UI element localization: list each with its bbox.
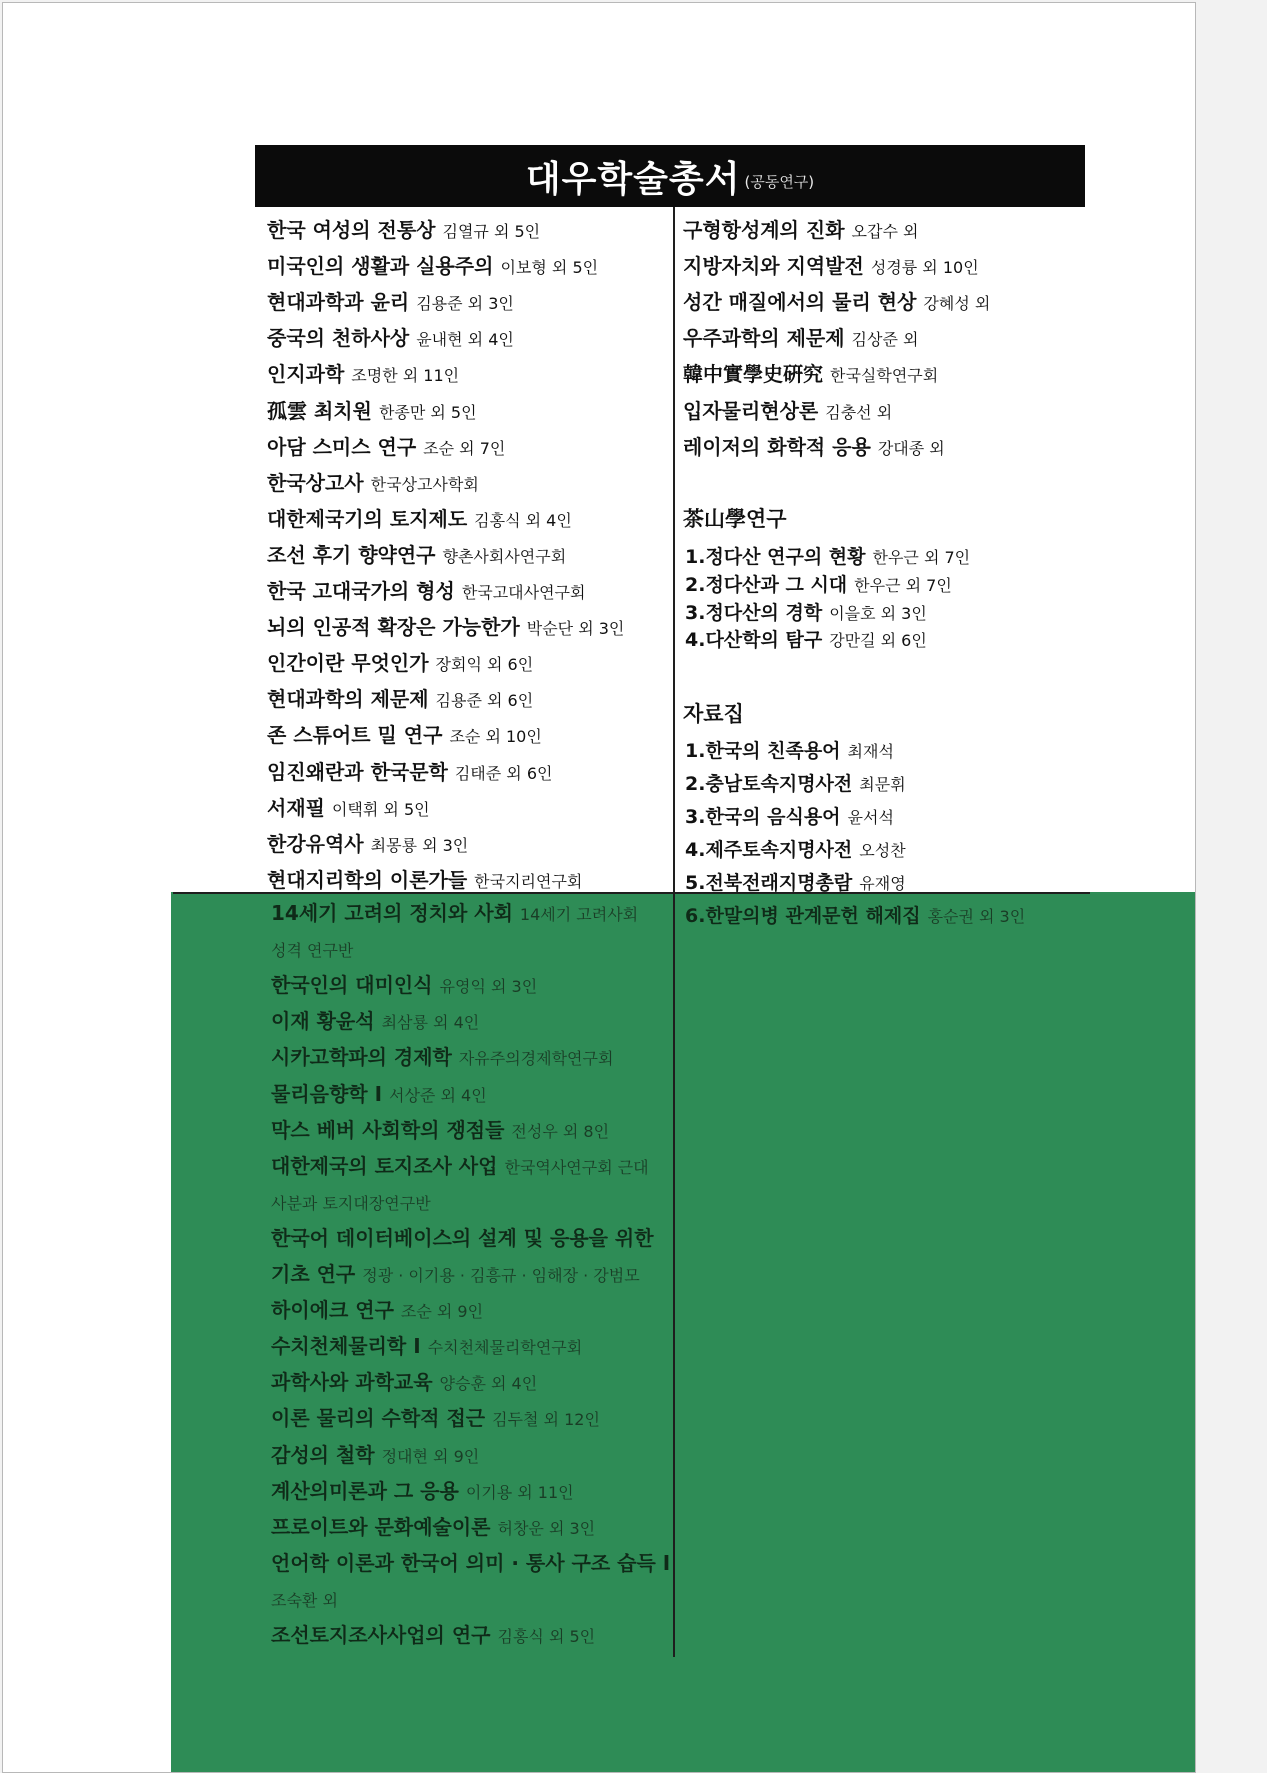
book-author: 서상준 외 4인 [389,1085,487,1105]
book-title: 孤雲 최치원 [267,398,372,423]
book-entry [267,723,542,749]
book-entry [685,628,927,653]
book-title: 현대과학과 윤리 [267,290,410,315]
book-title: 14세기 고려의 정치와 사회 [271,901,513,925]
book-entry [685,871,906,896]
book-author: 오갑수 외 [851,222,919,241]
book-author: 이보형 외 5인 [500,258,599,278]
book-entry [267,471,479,497]
book-author: 정대현 외 9인 [381,1446,480,1466]
book-author: 김홍식 외 5인 [497,1627,596,1646]
book-author: 이을호 외 3인 [829,603,927,623]
book-entry [271,1623,595,1649]
book-author: 이택휘 외 5인 [331,799,430,819]
book-author: 박순단 외 3인 [526,619,625,639]
book-author: 김홍식 외 4인 [474,510,572,530]
book-author: 한우근 외 7인 [872,548,971,567]
page [2,2,1196,1773]
book-entry [271,901,638,927]
book-author: 성격 연구반 [271,941,354,961]
book-entry [267,796,430,822]
book-title: 조선 후기 향약연구 [267,542,436,567]
book-entry [271,1587,338,1613]
book-entry [267,435,505,461]
book-title: 레이저의 화학적 응용 [683,434,871,459]
book-entry [683,362,938,388]
book-author: 윤내현 외 4인 [416,330,514,350]
book-title: 중국의 천하사상 [267,326,410,351]
book-entry [683,254,979,280]
book-entry [271,1009,479,1035]
book-author: 한국고대사연구회 [461,583,586,602]
book-author: 강만길 외 6인 [829,631,927,651]
book-entry [271,1118,609,1144]
book-entry [267,254,598,280]
book-entry [267,290,514,316]
book-author: 홍순권 외 3인 [927,907,1026,926]
book-title: 감성의 철학 [271,1442,375,1467]
book-author: 한국실학연구회 [830,366,939,386]
book-title: 시카고학파의 경제학 [271,1045,452,1070]
book-entry [271,1262,640,1288]
book-author: 조숙환 외 [271,1590,338,1610]
book-title: 1.정다산 연구의 현황 [685,546,866,568]
book-title: 미국인의 생활과 실용주의 [267,254,494,279]
book-title: 2.정다산과 그 시대 [685,573,848,596]
series-title: 대우학술총서 [525,158,741,200]
book-entry [267,868,582,894]
book-author: 최문휘 [859,775,906,794]
sources-heading: 자료집 [683,702,744,726]
book-entry [267,326,514,352]
book-title: 수치천체물리학 I [271,1334,421,1359]
book-entry [271,1334,582,1360]
book-author: 양승훈 외 4인 [439,1374,538,1394]
book-author: 강대종 외 [877,438,945,458]
book-author: 한국상고사학회 [370,474,479,494]
book-title: 현대과학의 제문제 [267,687,429,712]
book-author: 장회익 외 6인 [435,655,534,675]
book-author: 김용준 외 3인 [416,294,514,314]
book-title: 2.충남토속지명사전 [685,773,853,795]
book-title: 조선토지조사사업의 연구 [271,1623,491,1647]
book-title: 존 스튜어트 밀 연구 [267,723,443,748]
series-subtitle: (공동연구) [744,172,815,191]
book-title: 임진왜란과 한국문학 [267,759,448,784]
book-entry [267,579,585,605]
book-title: 프로이트와 문화예술이론 [271,1514,491,1539]
book-title: 물리음향학 I [271,1081,383,1106]
series-header [255,145,1085,207]
book-entry [685,601,927,626]
book-author: 김열규 외 5인 [442,222,541,241]
book-title: 한국상고사 [267,470,364,495]
book-title: 이재 황윤석 [271,1009,375,1034]
book-entry [271,1298,483,1324]
book-title: 한강유역사 [267,831,364,856]
book-entry [685,739,894,764]
book-entry [685,573,952,598]
book-entry [267,832,468,858]
book-author: 14세기 고려사회 [519,905,639,924]
book-author: 김용준 외 6인 [435,691,534,711]
book-entry [271,1406,600,1432]
book-author: 정광 · 이기용 · 김흥규 · 임해장 · 강범모 [362,1266,640,1285]
book-entry [685,838,906,863]
book-title: 우주과학의 제문제 [683,326,845,351]
book-author: 김충선 외 [825,402,893,422]
book-title: 이론 물리의 수학적 접근 [271,1406,486,1431]
book-title: 한국어 데이터베이스의 설계 및 응용을 위한 [271,1225,654,1250]
book-author: 한국지리연구회 [474,871,583,891]
book-author: 한종만 외 5인 [378,402,477,422]
book-title: 한국 고대국가의 형성 [267,579,455,603]
book-title: 한국인의 대미인식 [271,973,433,998]
dasan-heading: 茶山學연구 [683,507,787,531]
book-entry [271,1443,479,1469]
book-entry [267,760,552,786]
book-entry [683,290,990,316]
book-author: 자유주의경제학연구회 [458,1049,614,1069]
book-entry [271,1190,431,1216]
book-title: 성간 매질에서의 물리 현상 [683,290,917,315]
book-entry [683,326,918,352]
book-author: 사분과 토지대장연구반 [271,1193,431,1213]
book-author: 강혜성 외 [923,294,991,314]
book-title: 과학사와 과학교육 [271,1370,433,1395]
book-entry [271,1551,677,1577]
book-title: 인지과학 [267,362,345,387]
book-author: 허창운 외 3인 [497,1518,596,1538]
book-entry [271,1082,487,1108]
book-entry [683,399,892,425]
book-entry [271,1226,661,1252]
book-title: 6.한말의병 관계문헌 해제집 [685,905,921,927]
book-entry [685,805,894,830]
book-title: 지방자치와 지역발전 [683,254,864,279]
book-author: 한국역사연구회 근대 [504,1157,649,1177]
book-title: 인간이란 무엇인가 [267,651,429,676]
book-entry [267,362,459,388]
book-title: 3.정다산의 경학 [685,601,823,624]
book-author: 향촌사회사연구회 [442,546,567,566]
book-title: 뇌의 인공적 확장은 가능한가 [267,615,520,640]
book-title: 입자물리현상론 [683,398,819,423]
book-author: 최몽룡 외 3인 [370,835,469,855]
book-author: 조순 외 10인 [449,727,542,747]
book-title: 구형항성계의 진화 [683,218,845,242]
book-entry [267,651,533,677]
book-entry [271,1370,537,1396]
book-author: 조명한 외 11인 [351,366,460,386]
book-title: 4.다산학의 탐구 [685,629,823,652]
book-entry [683,218,918,244]
book-author: 김상준 외 [851,330,919,350]
book-title: 1.한국의 친족용어 [685,740,841,762]
book-title: 서재필 [267,795,325,820]
book-title: 한국 여성의 전통상 [267,218,436,242]
book-entry [267,507,572,533]
book-entry [271,973,537,999]
column-divider [673,207,675,1657]
book-author: 이기용 외 11인 [465,1482,574,1502]
book-entry [685,904,1025,929]
book-entry [267,615,624,641]
book-author: 전성우 외 8인 [511,1121,610,1141]
book-entry [267,543,566,569]
book-author: 최삼룡 외 4인 [381,1013,480,1033]
book-title: 3.한국의 음식용어 [685,806,841,828]
book-title: 5.전북전래지명총람 [685,872,853,894]
book-author: 조순 외 7인 [423,438,506,458]
book-author: 오성찬 [859,841,906,860]
book-author: 조순 외 9인 [400,1302,484,1322]
book-title: 기초 연구 [271,1262,356,1286]
book-title: 현대지리학의 이론가들 [267,867,468,892]
book-author: 김태준 외 6인 [454,763,553,783]
book-entry [685,772,906,797]
book-title: 대한제국기의 토지제도 [267,506,468,531]
book-title: 계산의미론과 그 응용 [271,1478,459,1503]
book-entry [271,1045,613,1071]
book-title: 대한제국의 토지조사 사업 [271,1153,498,1178]
book-author: 성경륭 외 10인 [870,258,979,278]
book-author: 유재영 [859,874,906,893]
book-title: 아담 스미스 연구 [267,434,417,459]
book-entry [271,1154,649,1180]
book-entry [683,435,945,461]
book-title: 韓中實學史硏究 [683,362,823,387]
book-title: 하이에크 연구 [271,1298,394,1323]
book-entry [271,937,353,963]
book-author: 김두철 외 12인 [492,1410,600,1430]
book-entry [271,1515,595,1541]
book-title: 막스 베버 사회학의 쟁점들 [271,1117,505,1142]
book-author: 윤서석 [847,808,894,827]
book-entry [267,218,540,244]
book-title: 언어학 이론과 한국어 의미 · 통사 구조 습득 I [271,1550,671,1575]
book-entry [267,399,477,425]
book-author: 유영익 외 3인 [439,977,538,997]
book-entry [271,1479,574,1505]
book-entry [267,687,533,713]
book-entry [685,545,970,570]
book-title: 4.제주토속지명사전 [685,839,853,861]
book-author: 수치천체물리학연구회 [427,1338,583,1358]
book-author: 한우근 외 7인 [854,575,952,595]
book-author: 최재석 [847,742,894,761]
